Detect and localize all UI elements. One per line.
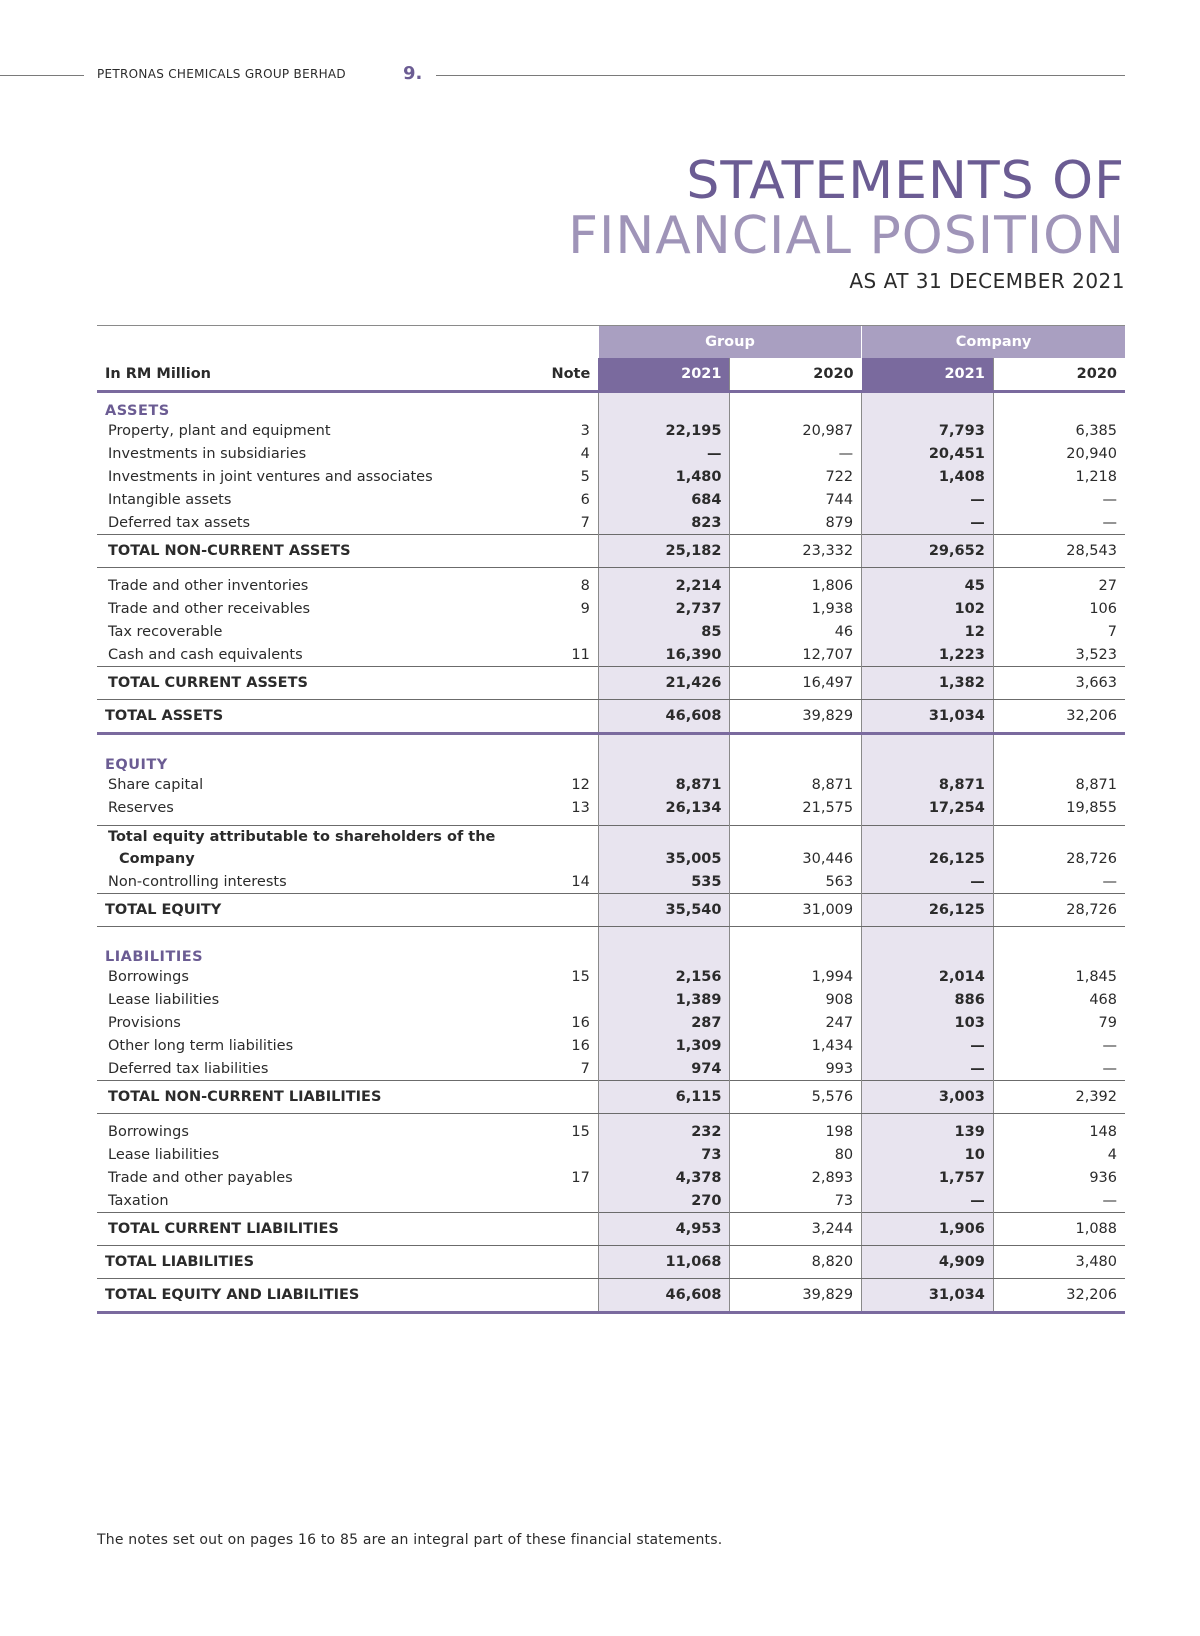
row-label: Trade and other inventories bbox=[108, 577, 309, 594]
empty-cell bbox=[862, 939, 994, 965]
row-label: Share capital bbox=[108, 776, 204, 793]
empty-cell bbox=[730, 734, 862, 748]
empty-cell bbox=[533, 1279, 599, 1313]
g2021-value: 46,608 bbox=[598, 1279, 730, 1313]
empty-cell bbox=[97, 734, 533, 748]
total-label: TOTAL NON-CURRENT ASSETS bbox=[97, 535, 533, 568]
row-note bbox=[533, 988, 599, 1011]
unit-label: In RM Million bbox=[97, 358, 533, 392]
g2020-value: 80 bbox=[730, 1143, 862, 1166]
c2020-value: 79 bbox=[993, 1011, 1125, 1034]
g2020-value: — bbox=[730, 442, 862, 465]
empty-cell bbox=[862, 747, 994, 773]
table-row bbox=[97, 1189, 1125, 1213]
g2020-value: 12,707 bbox=[730, 643, 862, 667]
empty-cell bbox=[533, 848, 599, 870]
table-row bbox=[97, 597, 1125, 620]
g2020-value: 39,829 bbox=[730, 700, 862, 734]
g2021-value: 85 bbox=[598, 620, 730, 643]
c2021-value: 2,014 bbox=[862, 965, 994, 988]
gap-row bbox=[97, 734, 1125, 748]
empty-cell bbox=[730, 939, 862, 965]
company-2020-header: 2020 bbox=[993, 358, 1125, 392]
total-label: TOTAL EQUITY AND LIABILITIES bbox=[97, 1279, 533, 1313]
empty-cell bbox=[533, 700, 599, 734]
c2021-value: 17,254 bbox=[862, 796, 994, 819]
c2021-value: — bbox=[862, 1034, 994, 1057]
attributable-row bbox=[97, 826, 1125, 849]
row-note: 6 bbox=[580, 491, 590, 508]
c2020-value: 3,480 bbox=[993, 1246, 1125, 1279]
g2020-value: 5,576 bbox=[730, 1081, 862, 1114]
row-note: 12 bbox=[571, 776, 590, 793]
g2021-value: 2,214 bbox=[598, 574, 730, 597]
c2021-value: — bbox=[862, 1057, 994, 1081]
g2020-value: 31,009 bbox=[730, 894, 862, 927]
row-note: 13 bbox=[571, 799, 590, 816]
empty-cell bbox=[598, 826, 730, 849]
table-row bbox=[97, 988, 1125, 1011]
g2021-value: 8,871 bbox=[598, 773, 730, 796]
table-row bbox=[97, 796, 1125, 819]
c2020-value: 7 bbox=[993, 620, 1125, 643]
company-2021-header: 2021 bbox=[862, 358, 994, 392]
c2020-value: 1,218 bbox=[993, 465, 1125, 488]
page-title-line1: STATEMENTS OF bbox=[686, 151, 1125, 211]
c2020-value: 19,855 bbox=[993, 796, 1125, 819]
g2021-value: 270 bbox=[598, 1189, 730, 1213]
g2020-value: 993 bbox=[730, 1057, 862, 1081]
total-label: TOTAL CURRENT ASSETS bbox=[97, 667, 533, 700]
empty-cell bbox=[533, 939, 599, 965]
c2020-value: 3,523 bbox=[993, 643, 1125, 667]
attributable-row-values bbox=[97, 848, 1125, 870]
g2020-value: 73 bbox=[730, 1189, 862, 1213]
g2021-value: 232 bbox=[598, 1120, 730, 1143]
empty-cell bbox=[598, 939, 730, 965]
table-row bbox=[97, 488, 1125, 511]
c2021-value: 31,034 bbox=[862, 1279, 994, 1313]
section-title: EQUITY bbox=[105, 757, 168, 773]
empty-cell bbox=[533, 667, 599, 700]
g2021-value: 2,156 bbox=[598, 965, 730, 988]
c2020-value: 6,385 bbox=[993, 419, 1125, 442]
c2020-value: 148 bbox=[993, 1120, 1125, 1143]
g2021-value: 287 bbox=[598, 1011, 730, 1034]
g2020-value: 1,938 bbox=[730, 597, 862, 620]
row-label: Lease liabilities bbox=[108, 1146, 220, 1163]
c2020-value: — bbox=[993, 488, 1125, 511]
g2021-value: 1,309 bbox=[598, 1034, 730, 1057]
total-label: TOTAL ASSETS bbox=[97, 700, 533, 734]
c2020-value: 32,206 bbox=[993, 700, 1125, 734]
g2021-value: 4,953 bbox=[598, 1213, 730, 1246]
row-label: Tax recoverable bbox=[108, 623, 223, 640]
g2021-value: 35,005 bbox=[598, 848, 730, 870]
note-label: Note bbox=[533, 358, 599, 392]
empty-cell bbox=[598, 734, 730, 748]
page-title-line2: FINANCIAL POSITION bbox=[568, 206, 1125, 266]
table-row bbox=[97, 1143, 1125, 1166]
g2021-value: 22,195 bbox=[598, 419, 730, 442]
g2021-value: 26,134 bbox=[598, 796, 730, 819]
total-row bbox=[97, 1279, 1125, 1313]
table-row bbox=[97, 870, 1125, 894]
row-note: 11 bbox=[571, 646, 590, 663]
empty-cell bbox=[533, 894, 599, 927]
c2021-value: 7,793 bbox=[862, 419, 994, 442]
c2021-value: — bbox=[862, 511, 994, 535]
row-label: Taxation bbox=[108, 1192, 169, 1209]
empty-cell bbox=[993, 734, 1125, 748]
section-header-row bbox=[97, 392, 1125, 420]
c2020-value: 27 bbox=[993, 574, 1125, 597]
g2021-value: 73 bbox=[598, 1143, 730, 1166]
row-label: Investments in subsidiaries bbox=[108, 445, 307, 462]
g2021-value: 16,390 bbox=[598, 643, 730, 667]
empty-cell bbox=[533, 392, 599, 420]
table-row bbox=[97, 1034, 1125, 1057]
empty-cell bbox=[862, 927, 994, 940]
row-note bbox=[533, 1143, 599, 1166]
row-note: 7 bbox=[580, 1060, 590, 1077]
c2020-value: 28,726 bbox=[993, 848, 1125, 870]
row-label: Intangible assets bbox=[108, 491, 232, 508]
total-label: TOTAL EQUITY bbox=[97, 894, 533, 927]
year-header-row bbox=[97, 358, 1125, 392]
empty-cell bbox=[862, 826, 994, 849]
header-rule-left bbox=[0, 75, 84, 76]
g2020-value: 39,829 bbox=[730, 1279, 862, 1313]
c2020-value: 1,845 bbox=[993, 965, 1125, 988]
total-row bbox=[97, 1213, 1125, 1246]
company-header: Company bbox=[862, 326, 1125, 359]
g2020-value: 1,994 bbox=[730, 965, 862, 988]
c2021-value: 102 bbox=[862, 597, 994, 620]
row-note bbox=[533, 620, 599, 643]
g2021-value: 21,426 bbox=[598, 667, 730, 700]
c2021-value: — bbox=[862, 1189, 994, 1213]
c2020-value: 106 bbox=[993, 597, 1125, 620]
c2021-value: 8,871 bbox=[862, 773, 994, 796]
row-label: Borrowings bbox=[108, 968, 189, 985]
total-label: TOTAL LIABILITIES bbox=[97, 1246, 533, 1279]
row-note: 9 bbox=[580, 600, 590, 617]
g2020-value: 3,244 bbox=[730, 1213, 862, 1246]
section-title: LIABILITIES bbox=[105, 949, 204, 965]
empty-cell bbox=[598, 747, 730, 773]
table-row bbox=[97, 511, 1125, 535]
empty-cell bbox=[993, 392, 1125, 420]
page-subtitle: AS AT 31 DECEMBER 2021 bbox=[849, 269, 1125, 293]
row-label: Borrowings bbox=[108, 1123, 189, 1140]
total-row bbox=[97, 700, 1125, 734]
c2020-value: — bbox=[993, 1034, 1125, 1057]
row-note: 17 bbox=[571, 1169, 590, 1186]
c2021-value: 1,223 bbox=[862, 643, 994, 667]
c2020-value: 20,940 bbox=[993, 442, 1125, 465]
g2021-value: 1,389 bbox=[598, 988, 730, 1011]
table-row bbox=[97, 574, 1125, 597]
c2020-value: 28,543 bbox=[993, 535, 1125, 568]
c2021-value: 1,757 bbox=[862, 1166, 994, 1189]
empty-cell bbox=[730, 927, 862, 940]
empty-cell bbox=[533, 1081, 599, 1114]
page-number: 9. bbox=[403, 63, 423, 84]
total-row bbox=[97, 1246, 1125, 1279]
row-note: 3 bbox=[580, 422, 590, 439]
g2020-value: 8,820 bbox=[730, 1246, 862, 1279]
table-row bbox=[97, 643, 1125, 667]
g2021-value: 1,480 bbox=[598, 465, 730, 488]
c2020-value: — bbox=[993, 1057, 1125, 1081]
g2020-value: 908 bbox=[730, 988, 862, 1011]
c2020-value: 28,726 bbox=[993, 894, 1125, 927]
c2021-value: 1,906 bbox=[862, 1213, 994, 1246]
c2021-value: — bbox=[862, 488, 994, 511]
table-row bbox=[97, 1120, 1125, 1143]
total-label: TOTAL CURRENT LIABILITIES bbox=[97, 1213, 533, 1246]
g2020-value: 198 bbox=[730, 1120, 862, 1143]
section-header-row bbox=[97, 747, 1125, 773]
empty-cell bbox=[533, 734, 599, 748]
g2021-value: 6,115 bbox=[598, 1081, 730, 1114]
header-rule-right bbox=[436, 75, 1125, 76]
c2021-value: 12 bbox=[862, 620, 994, 643]
row-label: Provisions bbox=[108, 1014, 181, 1031]
group-2020-header: 2020 bbox=[730, 358, 862, 392]
empty-cell bbox=[862, 392, 994, 420]
footer-note: The notes set out on pages 16 to 85 are an integral part of these financial statements. bbox=[97, 1532, 723, 1548]
c2020-value: 8,871 bbox=[993, 773, 1125, 796]
g2020-value: 744 bbox=[730, 488, 862, 511]
total-row bbox=[97, 1081, 1125, 1114]
row-label: Deferred tax liabilities bbox=[108, 1060, 269, 1077]
c2021-value: 4,909 bbox=[862, 1246, 994, 1279]
c2021-value: — bbox=[862, 870, 994, 894]
c2020-value: 2,392 bbox=[993, 1081, 1125, 1114]
table-row bbox=[97, 442, 1125, 465]
table-row bbox=[97, 965, 1125, 988]
g2020-value: 1,806 bbox=[730, 574, 862, 597]
row-label: Cash and cash equivalents bbox=[108, 646, 303, 663]
c2020-value: 32,206 bbox=[993, 1279, 1125, 1313]
g2020-value: 563 bbox=[730, 870, 862, 894]
g2020-value: 879 bbox=[730, 511, 862, 535]
row-label: Lease liabilities bbox=[108, 991, 220, 1008]
total-row bbox=[97, 894, 1125, 927]
c2021-value: 26,125 bbox=[862, 894, 994, 927]
gap-row bbox=[97, 927, 1125, 940]
c2020-value: — bbox=[993, 511, 1125, 535]
g2020-value: 46 bbox=[730, 620, 862, 643]
c2021-value: 10 bbox=[862, 1143, 994, 1166]
row-note: 16 bbox=[571, 1014, 590, 1031]
g2020-value: 2,893 bbox=[730, 1166, 862, 1189]
g2021-value: 535 bbox=[598, 870, 730, 894]
row-note: 8 bbox=[580, 577, 590, 594]
table-row bbox=[97, 1057, 1125, 1081]
empty-cell bbox=[533, 826, 599, 849]
row-label: Non-controlling interests bbox=[108, 873, 287, 890]
table-row bbox=[97, 1011, 1125, 1034]
empty-cell bbox=[598, 392, 730, 420]
row-label: Investments in joint ventures and associates bbox=[108, 468, 433, 485]
c2021-value: 103 bbox=[862, 1011, 994, 1034]
row-note: 4 bbox=[580, 445, 590, 462]
table-row bbox=[97, 465, 1125, 488]
g2021-value: 25,182 bbox=[598, 535, 730, 568]
c2020-value: 936 bbox=[993, 1166, 1125, 1189]
attributable-label-line1: Total equity attributable to shareholders of the bbox=[97, 826, 533, 849]
company-name: PETRONAS CHEMICALS GROUP BERHAD bbox=[97, 67, 346, 81]
row-label: Reserves bbox=[108, 799, 174, 816]
c2021-value: 3,003 bbox=[862, 1081, 994, 1114]
c2021-value: 29,652 bbox=[862, 535, 994, 568]
table-row bbox=[97, 620, 1125, 643]
empty-cell bbox=[993, 826, 1125, 849]
group-header: Group bbox=[598, 326, 861, 359]
row-note: 14 bbox=[571, 873, 590, 890]
g2021-value: 4,378 bbox=[598, 1166, 730, 1189]
c2021-value: 886 bbox=[862, 988, 994, 1011]
row-note: 16 bbox=[571, 1037, 590, 1054]
g2021-value: 823 bbox=[598, 511, 730, 535]
c2021-value: 139 bbox=[862, 1120, 994, 1143]
empty-cell bbox=[533, 1246, 599, 1279]
group-2021-header: 2021 bbox=[598, 358, 730, 392]
attributable-label-line2: Company bbox=[119, 851, 195, 867]
c2021-value: 1,382 bbox=[862, 667, 994, 700]
empty-cell bbox=[730, 826, 862, 849]
g2020-value: 16,497 bbox=[730, 667, 862, 700]
c2020-value: 1,088 bbox=[993, 1213, 1125, 1246]
row-note: 15 bbox=[571, 1123, 590, 1140]
empty-cell bbox=[533, 927, 599, 940]
empty-cell bbox=[730, 747, 862, 773]
row-label: Property, plant and equipment bbox=[108, 422, 331, 439]
g2020-value: 1,434 bbox=[730, 1034, 862, 1057]
empty-cell bbox=[533, 1213, 599, 1246]
financial-position-table bbox=[97, 325, 1125, 1314]
empty-cell bbox=[993, 927, 1125, 940]
g2021-value: 2,737 bbox=[598, 597, 730, 620]
g2020-value: 30,446 bbox=[730, 848, 862, 870]
table-row bbox=[97, 1166, 1125, 1189]
c2020-value: 4 bbox=[993, 1143, 1125, 1166]
c2021-value: 45 bbox=[862, 574, 994, 597]
row-note bbox=[533, 1189, 599, 1213]
empty-cell bbox=[598, 927, 730, 940]
empty-cell bbox=[97, 927, 533, 940]
g2020-value: 21,575 bbox=[730, 796, 862, 819]
g2021-value: 974 bbox=[598, 1057, 730, 1081]
column-group-header bbox=[97, 326, 1125, 359]
empty-cell bbox=[993, 939, 1125, 965]
row-label: Trade and other payables bbox=[108, 1169, 293, 1186]
c2021-value: 31,034 bbox=[862, 700, 994, 734]
c2020-value: 3,663 bbox=[993, 667, 1125, 700]
empty-cell bbox=[533, 535, 599, 568]
total-label: TOTAL NON-CURRENT LIABILITIES bbox=[97, 1081, 533, 1114]
table-row bbox=[97, 419, 1125, 442]
section-header-row bbox=[97, 939, 1125, 965]
g2020-value: 8,871 bbox=[730, 773, 862, 796]
row-note: 7 bbox=[580, 514, 590, 531]
section-title: ASSETS bbox=[105, 403, 170, 419]
empty-cell bbox=[533, 747, 599, 773]
total-row bbox=[97, 667, 1125, 700]
g2021-value: 11,068 bbox=[598, 1246, 730, 1279]
g2020-value: 247 bbox=[730, 1011, 862, 1034]
g2021-value: 46,608 bbox=[598, 700, 730, 734]
c2021-value: 20,451 bbox=[862, 442, 994, 465]
g2021-value: 684 bbox=[598, 488, 730, 511]
table-row bbox=[97, 773, 1125, 796]
header-blank bbox=[97, 326, 598, 359]
empty-cell bbox=[730, 392, 862, 420]
g2021-value: — bbox=[598, 442, 730, 465]
c2020-value: — bbox=[993, 1189, 1125, 1213]
c2021-value: 1,408 bbox=[862, 465, 994, 488]
c2020-value: 468 bbox=[993, 988, 1125, 1011]
g2020-value: 20,987 bbox=[730, 419, 862, 442]
g2020-value: 722 bbox=[730, 465, 862, 488]
c2020-value: — bbox=[993, 870, 1125, 894]
row-label: Other long term liabilities bbox=[108, 1037, 294, 1054]
g2020-value: 23,332 bbox=[730, 535, 862, 568]
empty-cell bbox=[993, 747, 1125, 773]
empty-cell bbox=[862, 734, 994, 748]
row-label: Trade and other receivables bbox=[108, 600, 311, 617]
g2021-value: 35,540 bbox=[598, 894, 730, 927]
row-label: Deferred tax assets bbox=[108, 514, 251, 531]
row-note: 5 bbox=[580, 468, 590, 485]
c2021-value: 26,125 bbox=[862, 848, 994, 870]
total-row bbox=[97, 535, 1125, 568]
row-note: 15 bbox=[571, 968, 590, 985]
